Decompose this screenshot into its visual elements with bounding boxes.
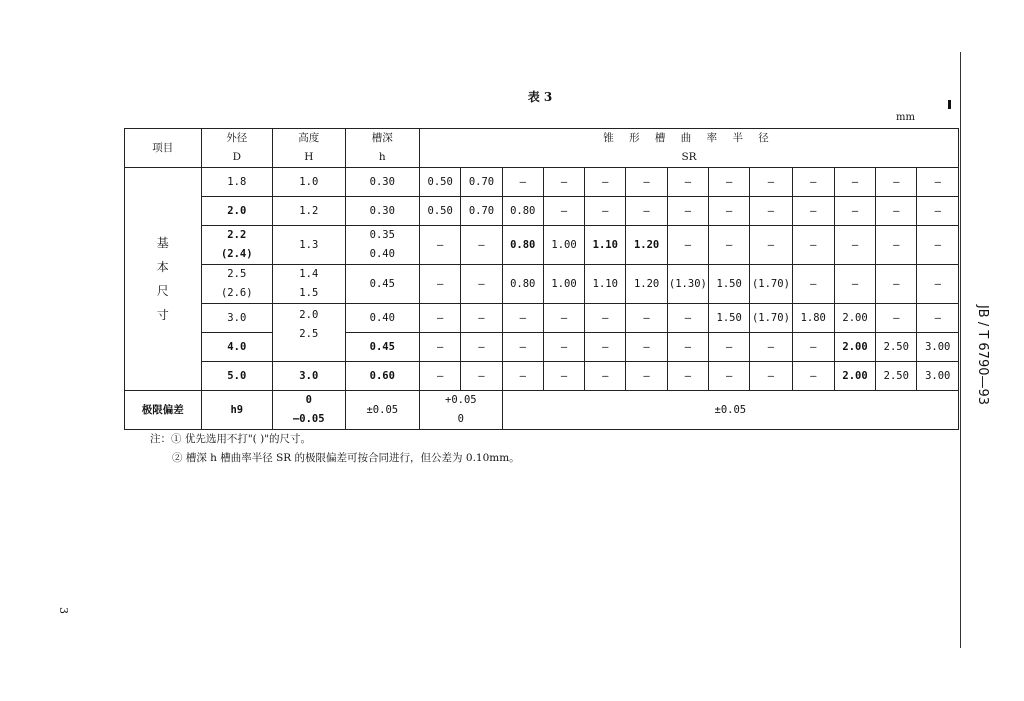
table-notes (150, 430, 520, 468)
cell-sr: 2.00 (834, 333, 875, 362)
cell-sr: 0.80 (502, 226, 543, 265)
cell-sr: – (834, 168, 875, 197)
cell-sr: – (834, 197, 875, 226)
cell-sr: – (626, 304, 667, 333)
deviation-h: 0 –0.05 (273, 391, 346, 430)
cell-sr: – (750, 362, 792, 391)
cell-sr: 1.80 (792, 304, 834, 333)
deviation-sr-first: +0.05 0 (420, 391, 503, 430)
cell-sr: – (709, 197, 750, 226)
cell-sr: 1.20 (626, 265, 667, 304)
cell-sr: – (461, 265, 502, 304)
cell-sr: 0.80 (502, 197, 543, 226)
cell-sr: – (792, 168, 834, 197)
cell-sr: 1.50 (709, 265, 750, 304)
table-row (125, 226, 959, 265)
cell-sr: – (420, 304, 461, 333)
cell-sr: – (709, 168, 750, 197)
header-row (125, 129, 959, 168)
header-height: 高度 H (273, 129, 346, 168)
cell-sr: – (461, 333, 502, 362)
cell-sr: – (626, 362, 667, 391)
cell-sr: – (585, 168, 626, 197)
cell-sr: – (585, 333, 626, 362)
cell-d: 1.8 (201, 168, 273, 197)
header-item: 项目 (125, 129, 202, 168)
cell-sr: – (792, 265, 834, 304)
cell-sr: – (420, 265, 461, 304)
cell-sr: – (834, 226, 875, 265)
cell-sr: – (667, 333, 708, 362)
dimension-table (124, 128, 959, 430)
cell-depth: 0.60 (345, 362, 420, 391)
table-caption: 表 3 (527, 90, 553, 104)
cell-d: 2.2 (2.4) (201, 226, 273, 265)
cell-sr: – (420, 226, 461, 265)
cell-h: 1.3 (273, 226, 346, 265)
cell-sr: – (834, 265, 875, 304)
cell-sr: – (420, 362, 461, 391)
table-row (125, 333, 959, 362)
cell-d: 4.0 (201, 333, 273, 362)
cell-depth: 0.45 (345, 333, 420, 362)
page-number: 3 (57, 607, 70, 614)
cell-h: 2.0 2.5 (273, 304, 346, 362)
cell-sr: 1.00 (543, 265, 584, 304)
cell-sr: – (461, 304, 502, 333)
cell-sr: – (461, 226, 502, 265)
cell-sr: 0.70 (461, 168, 502, 197)
cell-sr: – (750, 226, 792, 265)
cell-sr: – (876, 197, 917, 226)
cell-sr: – (667, 304, 708, 333)
cell-depth: 0.30 (345, 168, 420, 197)
basic-size-label: 基 本 尺 寸 (125, 168, 202, 391)
cell-sr: – (543, 362, 584, 391)
cell-sr: (1.70) (750, 265, 792, 304)
cell-sr: – (876, 168, 917, 197)
cell-sr: – (750, 333, 792, 362)
cell-sr: – (876, 265, 917, 304)
cell-sr: – (667, 197, 708, 226)
header-sr: 锥 形 槽 曲 率 半 径 SR (420, 129, 959, 168)
cell-sr: – (420, 333, 461, 362)
cell-sr: – (626, 333, 667, 362)
standard-number: JB / T 6790—93 (975, 304, 990, 406)
cell-sr: – (709, 362, 750, 391)
cell-sr: (1.70) (750, 304, 792, 333)
cell-depth: 0.35 0.40 (345, 226, 420, 265)
cell-sr: – (502, 333, 543, 362)
deviation-sr-rest: ±0.05 (502, 391, 958, 430)
table-row (125, 197, 959, 226)
cell-sr: 3.00 (917, 333, 959, 362)
table-row (125, 265, 959, 304)
cell-sr: – (792, 362, 834, 391)
cell-sr: 0.50 (420, 168, 461, 197)
cell-sr: – (792, 197, 834, 226)
cell-sr: – (667, 226, 708, 265)
cell-h: 1.0 (273, 168, 346, 197)
cell-sr: 0.70 (461, 197, 502, 226)
cell-sr: – (917, 226, 959, 265)
cell-d: 2.0 (201, 197, 273, 226)
note-1: 注：① 优先选用不打"( )"的尺寸。 (150, 433, 312, 445)
cell-sr: – (626, 168, 667, 197)
cell-sr: – (543, 197, 584, 226)
cell-sr: 2.00 (834, 304, 875, 333)
cell-sr: 1.00 (543, 226, 584, 265)
margin-rule (960, 52, 961, 648)
cell-d: 2.5 (2.6) (201, 265, 273, 304)
cell-sr: – (917, 304, 959, 333)
cell-sr: – (543, 304, 584, 333)
cell-h: 1.4 1.5 (273, 265, 346, 304)
cell-depth: 0.40 (345, 304, 420, 333)
deviation-label: 极限偏差 (125, 391, 202, 430)
cell-sr: 1.10 (585, 226, 626, 265)
cell-sr: – (585, 197, 626, 226)
cell-depth: 0.30 (345, 197, 420, 226)
cell-sr: (1.30) (667, 265, 708, 304)
cell-sr: – (917, 265, 959, 304)
cell-sr: 1.50 (709, 304, 750, 333)
cell-sr: – (585, 362, 626, 391)
header-groove-depth: 槽深 h (345, 129, 420, 168)
cell-sr: – (792, 226, 834, 265)
cell-sr: – (876, 226, 917, 265)
cell-sr: – (626, 197, 667, 226)
cell-sr: 2.50 (876, 362, 917, 391)
cell-d: 3.0 (201, 304, 273, 333)
cell-sr: – (543, 333, 584, 362)
deviation-d: h9 (201, 391, 273, 430)
cell-sr: 0.80 (502, 265, 543, 304)
cell-sr: – (502, 168, 543, 197)
cell-sr: – (917, 197, 959, 226)
cell-sr: – (750, 197, 792, 226)
cell-sr: – (792, 333, 834, 362)
cell-d: 5.0 (201, 362, 273, 391)
cell-sr: – (667, 362, 708, 391)
cell-h: 1.2 (273, 197, 346, 226)
cell-sr: – (543, 168, 584, 197)
note-2: ② 槽深 h 槽曲率半径 SR 的极限偏差可按合同进行，但公差为 0.10mm。 (172, 452, 520, 464)
deviation-depth: ±0.05 (345, 391, 420, 430)
table-row (125, 362, 959, 391)
cell-sr: – (667, 168, 708, 197)
table-row (125, 168, 959, 197)
cell-sr: 2.50 (876, 333, 917, 362)
cell-h: 3.0 (273, 362, 346, 391)
cell-sr: – (709, 226, 750, 265)
cell-sr: 1.20 (626, 226, 667, 265)
cell-sr: – (917, 168, 959, 197)
cell-sr: – (502, 304, 543, 333)
header-outer-diameter: 外径 D (201, 129, 273, 168)
cell-sr: 3.00 (917, 362, 959, 391)
cell-sr: 0.50 (420, 197, 461, 226)
table-row (125, 304, 959, 333)
margin-mark (948, 100, 951, 109)
cell-sr: – (750, 168, 792, 197)
cell-sr: – (585, 304, 626, 333)
cell-sr: – (709, 333, 750, 362)
deviation-row (125, 391, 959, 430)
unit-label: mm (896, 112, 915, 123)
cell-sr: – (461, 362, 502, 391)
cell-depth: 0.45 (345, 265, 420, 304)
cell-sr: 2.00 (834, 362, 875, 391)
cell-sr: – (502, 362, 543, 391)
cell-sr: – (876, 304, 917, 333)
cell-sr: 1.10 (585, 265, 626, 304)
